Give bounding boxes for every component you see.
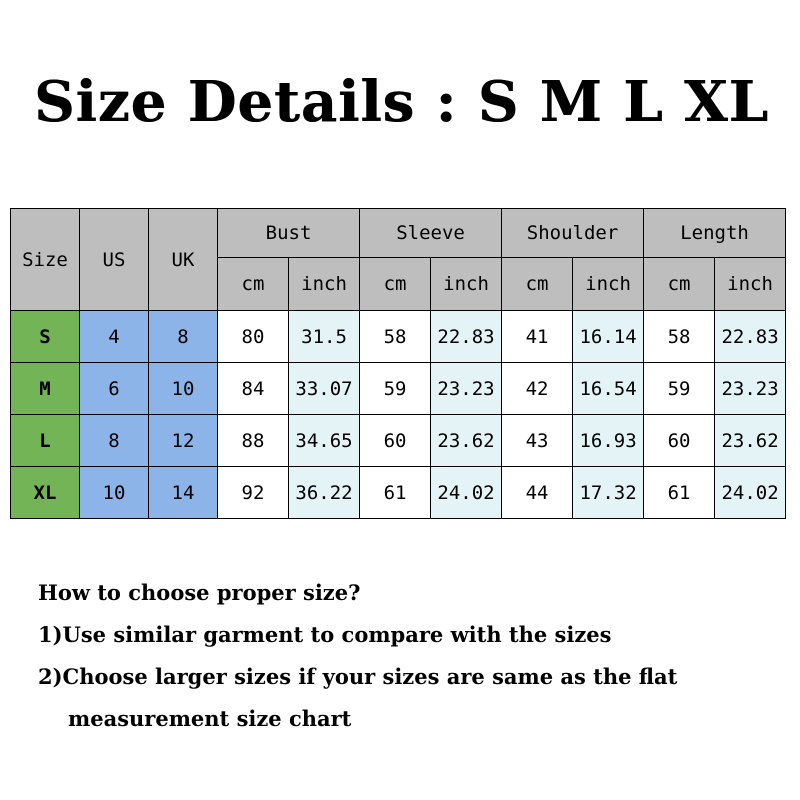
sleeve-cm-cell: 61 <box>360 467 431 519</box>
uk-cell: 10 <box>149 363 218 415</box>
header-row <box>11 209 786 258</box>
shoulder-inch-cell: 16.93 <box>573 415 644 467</box>
size-chart-table <box>10 208 786 519</box>
unit-header: inch <box>573 258 644 311</box>
uk-cell: 8 <box>149 311 218 363</box>
shoulder-cm-cell: 44 <box>502 467 573 519</box>
length-inch-cell: 22.83 <box>715 311 786 363</box>
length-inch-cell: 23.23 <box>715 363 786 415</box>
size-cell: L <box>11 415 80 467</box>
notes-heading: How to choose proper size? <box>38 580 361 605</box>
length-cm-cell: 58 <box>644 311 715 363</box>
uk-header: UK <box>149 209 218 311</box>
shoulder-inch-cell: 16.54 <box>573 363 644 415</box>
length-inch-cell: 24.02 <box>715 467 786 519</box>
shoulder-inch-cell: 17.32 <box>573 467 644 519</box>
page-title: Size Details : S M L XL <box>34 69 769 135</box>
us-cell: 6 <box>80 363 149 415</box>
shoulder-cm-cell: 41 <box>502 311 573 363</box>
sleeve-inch-cell: 24.02 <box>431 467 502 519</box>
sleeve-header: Sleeve <box>360 209 502 258</box>
us-cell: 8 <box>80 415 149 467</box>
us-cell: 10 <box>80 467 149 519</box>
notes-item-2-continued: measurement size chart <box>68 706 352 731</box>
bust-inch-cell: 34.65 <box>289 415 360 467</box>
size-guide-notes <box>38 572 778 740</box>
size-cell: S <box>11 311 80 363</box>
bust-header: Bust <box>218 209 360 258</box>
sleeve-cm-cell: 58 <box>360 311 431 363</box>
us-header: US <box>80 209 149 311</box>
unit-header: cm <box>644 258 715 311</box>
us-cell: 4 <box>80 311 149 363</box>
uk-cell: 14 <box>149 467 218 519</box>
unit-header: cm <box>218 258 289 311</box>
unit-header: inch <box>431 258 502 311</box>
unit-header: inch <box>289 258 360 311</box>
bust-cm-cell: 88 <box>218 415 289 467</box>
sleeve-cm-cell: 59 <box>360 363 431 415</box>
shoulder-cm-cell: 42 <box>502 363 573 415</box>
uk-cell: 12 <box>149 415 218 467</box>
table-row <box>11 363 786 415</box>
shoulder-inch-cell: 16.14 <box>573 311 644 363</box>
notes-item-2: 2)Choose larger sizes if your sizes are same as the flat <box>38 664 678 689</box>
bust-inch-cell: 36.22 <box>289 467 360 519</box>
unit-header: inch <box>715 258 786 311</box>
length-header: Length <box>644 209 786 258</box>
bust-inch-cell: 33.07 <box>289 363 360 415</box>
bust-cm-cell: 84 <box>218 363 289 415</box>
unit-header: cm <box>502 258 573 311</box>
length-cm-cell: 61 <box>644 467 715 519</box>
table-row <box>11 415 786 467</box>
table-row <box>11 467 786 519</box>
sleeve-inch-cell: 22.83 <box>431 311 502 363</box>
size-cell: M <box>11 363 80 415</box>
bust-cm-cell: 92 <box>218 467 289 519</box>
bust-cm-cell: 80 <box>218 311 289 363</box>
unit-header: cm <box>360 258 431 311</box>
size-header: Size <box>11 209 80 311</box>
sleeve-inch-cell: 23.62 <box>431 415 502 467</box>
sleeve-inch-cell: 23.23 <box>431 363 502 415</box>
notes-item-1: 1)Use similar garment to compare with the sizes <box>38 622 612 647</box>
table-row <box>11 311 786 363</box>
shoulder-header: Shoulder <box>502 209 644 258</box>
shoulder-cm-cell: 43 <box>502 415 573 467</box>
sleeve-cm-cell: 60 <box>360 415 431 467</box>
size-cell: XL <box>11 467 80 519</box>
length-cm-cell: 59 <box>644 363 715 415</box>
bust-inch-cell: 31.5 <box>289 311 360 363</box>
length-inch-cell: 23.62 <box>715 415 786 467</box>
length-cm-cell: 60 <box>644 415 715 467</box>
